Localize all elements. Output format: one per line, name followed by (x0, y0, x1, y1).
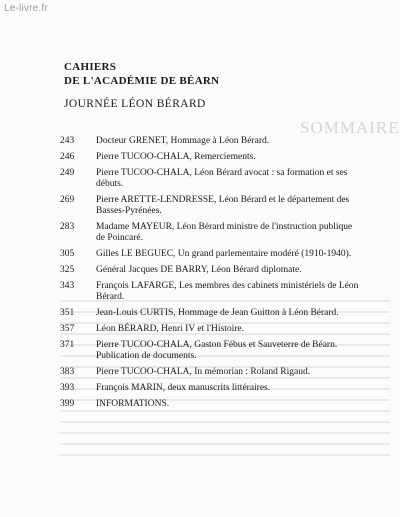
toc-entry-title: Pierre TUCOO-CHALA, Gaston Fébus et Sauveterre de Béarn. Publication de documents. (96, 340, 338, 361)
toc-page-number: 371 (60, 340, 75, 350)
header-line-2: DE L'ACADÉMIE DE BÉARN (64, 75, 220, 87)
toc-entry (60, 265, 360, 276)
toc-page-number: 246 (60, 152, 75, 162)
toc-entry (60, 195, 360, 217)
toc-page-number: 351 (60, 308, 75, 318)
toc-page-number: 325 (60, 265, 75, 275)
toc-entry (60, 324, 360, 335)
toc-page-number: 399 (60, 399, 75, 409)
toc-entry (60, 249, 360, 260)
toc-entry-title: Docteur GRENET, Hommage à Léon Bérard. (96, 136, 270, 146)
bleed-through-text: SOMMAIRE (300, 118, 400, 137)
header-line-1: CAHIERS (64, 61, 117, 73)
toc-page-number: 269 (60, 195, 75, 205)
toc-page-number: 393 (60, 383, 75, 393)
toc-entry-title: François MARIN, deux manuscrits littéraires. (96, 383, 271, 393)
toc-page-number: 305 (60, 249, 75, 259)
toc-entry-title: Léon BÉRARD, Henri IV et l'Histoire. (96, 324, 244, 334)
section-subtitle: JOURNÉE LÉON BÉRARD (64, 98, 206, 110)
toc-page-number: 249 (60, 168, 75, 178)
toc-page-number: 283 (60, 222, 75, 232)
toc-entry (60, 383, 360, 394)
toc-entry-title: Madame MAYEUR, Léon Bérard ministre de l'instruction publique de Poincaré. (96, 222, 353, 243)
toc-page-number: 383 (60, 367, 75, 377)
toc-entry-title: Pierre ARETTE-LENDRESSE, Léon Bérard et le département des Basses-Pyrénées. (96, 195, 350, 216)
toc-page-number: 243 (60, 136, 75, 146)
toc-entry (60, 399, 360, 410)
toc-entry-title: Pierre TUCOO-CHALA, In mémorian : Roland Rigaud. (96, 367, 311, 377)
toc-entry (60, 340, 360, 362)
toc-entry-title: Pierre TUCOO-CHALA, Léon Bérard avocat : sa formation et ses débuts. (96, 168, 348, 189)
toc-entry (60, 308, 360, 319)
toc-page-number: 357 (60, 324, 75, 334)
page-header (64, 60, 219, 88)
toc-entry-title: Jean-Louis CURTIS, Hommage de Jean Guitton à Léon Bérard. (96, 308, 339, 318)
toc-entry-title: Général Jacques DE BARRY, Léon Bérard diplomate. (96, 265, 302, 275)
toc-entry-title: François LAFARGE, Les membres des cabinets ministériels de Léon Bérard. (96, 281, 359, 302)
table-of-contents (60, 136, 360, 415)
toc-entry (60, 136, 360, 147)
toc-entry (60, 222, 360, 244)
toc-entry (60, 281, 360, 303)
toc-entry (60, 168, 360, 190)
toc-entry-title: Gilles LE BEGUEC, Un grand parlementaire modéré (1910-1940). (96, 249, 352, 259)
toc-entry (60, 367, 360, 378)
watermark: Le-livre.fr (4, 3, 48, 14)
toc-page-number: 343 (60, 281, 75, 291)
toc-entry-title: INFORMATIONS. (96, 399, 170, 409)
toc-entry-title: Pierre TUCOO-CHALA, Remerciements. (96, 152, 256, 162)
toc-entry (60, 152, 360, 163)
